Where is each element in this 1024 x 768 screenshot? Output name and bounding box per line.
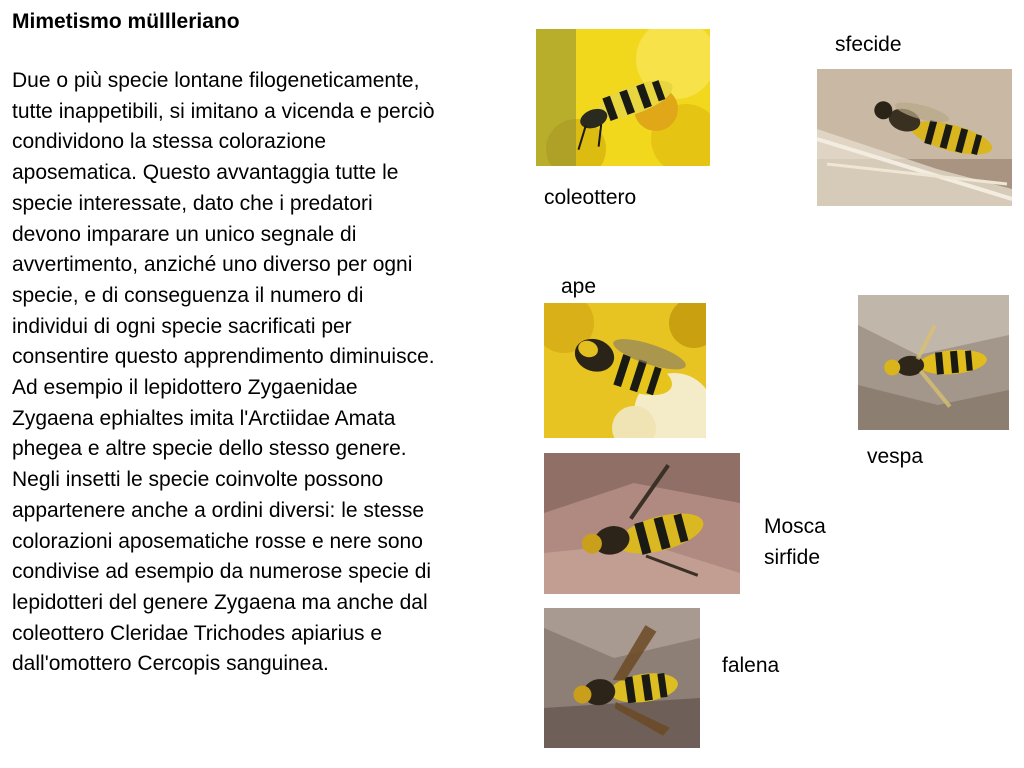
label-mosca: Mosca [764, 515, 826, 538]
slide-paragraph [12, 66, 532, 680]
hoverfly-photo [544, 453, 740, 594]
paragraph-line: condividono la stessa colorazione [12, 130, 327, 154]
paragraph-line: dall'omottero Cercopis sanguinea. [12, 652, 329, 676]
label-ape: ape [561, 275, 597, 298]
paragraph-line: tutte inappetibili, si imitano a vicenda e perciò [12, 99, 435, 123]
beetle-photo [536, 29, 710, 166]
paragraph-line: coleottero Cleridae Trichodes apiarius e [12, 621, 383, 645]
label-coleottero: coleottero [544, 186, 637, 209]
paragraph-line: Zygaena ephialtes imita l'Arctiidae Amata [12, 406, 396, 430]
paragraph-line: Negli insetti le specie coinvolte possono [12, 468, 384, 492]
paragraph-line: Due o più specie lontane filogeneticamente, [12, 69, 420, 92]
sphecid-wasp-photo [817, 69, 1012, 206]
label-sirfide: sirfide [764, 546, 821, 569]
label-falena: falena [722, 654, 780, 677]
bee-photo [544, 303, 706, 438]
label-vespa: vespa [867, 445, 924, 468]
paragraph-line: phegea e altre specie dello stesso genere. [12, 437, 407, 461]
paragraph-line: individui di ogni specie sacrificati per [12, 314, 352, 338]
paragraph-line: devono imparare un unico segnale di [12, 222, 357, 246]
label-sfecide: sfecide [835, 33, 902, 56]
paragraph-line: colorazioni aposematiche rosse e nere sono [12, 529, 423, 553]
moth-photo [544, 608, 700, 748]
wasp-photo [858, 295, 1009, 430]
paragraph-line: appartenere anche a ordini diversi: le stesse [12, 498, 425, 522]
paragraph-line: aposematica. Questo avvantaggia tutte le [12, 161, 399, 185]
paragraph-line: condivise ad esempio da numerose specie di [12, 560, 432, 584]
paragraph-line: lepidotteri del genere Zygaena ma anche dal [12, 590, 428, 614]
paragraph-line: specie interessate, dato che i predatori [12, 191, 373, 215]
paragraph-line: Ad esempio il lepidottero Zygaenidae [12, 376, 358, 400]
slide-title: Mimetismo müllleriano [12, 10, 240, 33]
paragraph-line: specie, e di conseguenza il numero di [12, 283, 364, 307]
paragraph-line: consentire questo apprendimento diminuisce. [12, 345, 435, 369]
paragraph-line: avvertimento, anziché uno diverso per ogni [12, 253, 413, 277]
